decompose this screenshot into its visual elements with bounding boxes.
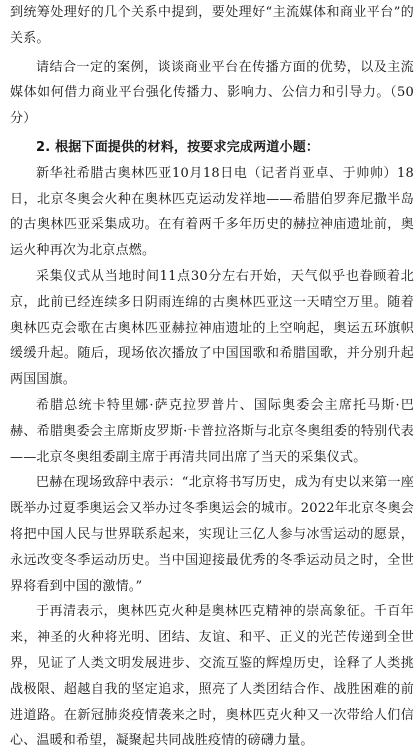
material-paragraph-1: 新华社希腊古奥林匹亚10月18日电（记者肖亚卓、于帅帅）18日，北京冬奥会火种在奥林匹克运动发祥地——希腊伯罗奔尼撒半岛的古奥林匹亚采集成功。在有着两千多年历史的赫拉神庙遗址前，奥运火种再次为北京点燃。 [10, 165, 414, 259]
question-1-prompt: 请结合一定的案例，谈谈商业平台在传播方面的优势，以及主流媒体如何借力商业平台强化传播力、影响力、公信力和引导力。（50分） [10, 59, 414, 127]
material-paragraph-2: 采集仪式从当地时间11点30分左右开始，天气似乎也眷顾着北京，此前已经连续多日阴雨连绵的古奥林匹亚这一天晴空万里。随着奥林匹克会歌在古奥林匹亚赫拉神庙遗址的上空响起，奥运五环旗帜缓缓升起。随后，现场依次播放了中国国歌和希腊国歌，并分别升起两国国旗。 [10, 268, 414, 388]
paragraph-continuation: 到统筹处理好的几个关系中提到，要处理好“主流媒体和商业平台”的关系。 [10, 5, 414, 46]
question-2-heading: 2. 根据下面提供的材料，按要求完成两道小题： [36, 139, 320, 155]
material-paragraph-5: 于再清表示，奥林匹克火种是奥林匹克精神的崇高象征。千百年来，神圣的火种将光明、团结、友谊、和平、正义的光芒传递到全世界，见证了人类文明发展进步、交流互鉴的辉煌历史，诠释了人类挑战极限、超越自我的坚定追求，照亮了人类团结合作、战胜困难的前进道路。在新冠肺炎疫情袭来之时，奥林匹克火种又一次带给人们信心、温暖和希望，凝聚起共同战胜疫情的磅礴力量。 [10, 604, 414, 749]
document-page [10, 0, 414, 749]
material-paragraph-3: 希腊总统卡特里娜·萨克拉罗普片、国际奥委会主席托马斯·巴赫、希腊奥委会主席斯皮罗斯·卡普拉洛斯与北京冬奥组委的特别代表——北京冬奥组委副主席于再清共同出席了当天的采集仪式。 [10, 397, 414, 465]
material-paragraph-4: 巴赫在现场致辞中表示：“北京将书写历史，成为有史以来第一座既举办过夏季奥运会又举办过冬季奥运会的城市。2022年北京冬奥会将把中国人民与世界联系起来，实现让三亿人参与冰雪运动的愿景，永远改变冬季运动历史。当中国迎接最优秀的冬季运动员之时，全世界将看到中国的激情。” [10, 475, 414, 594]
